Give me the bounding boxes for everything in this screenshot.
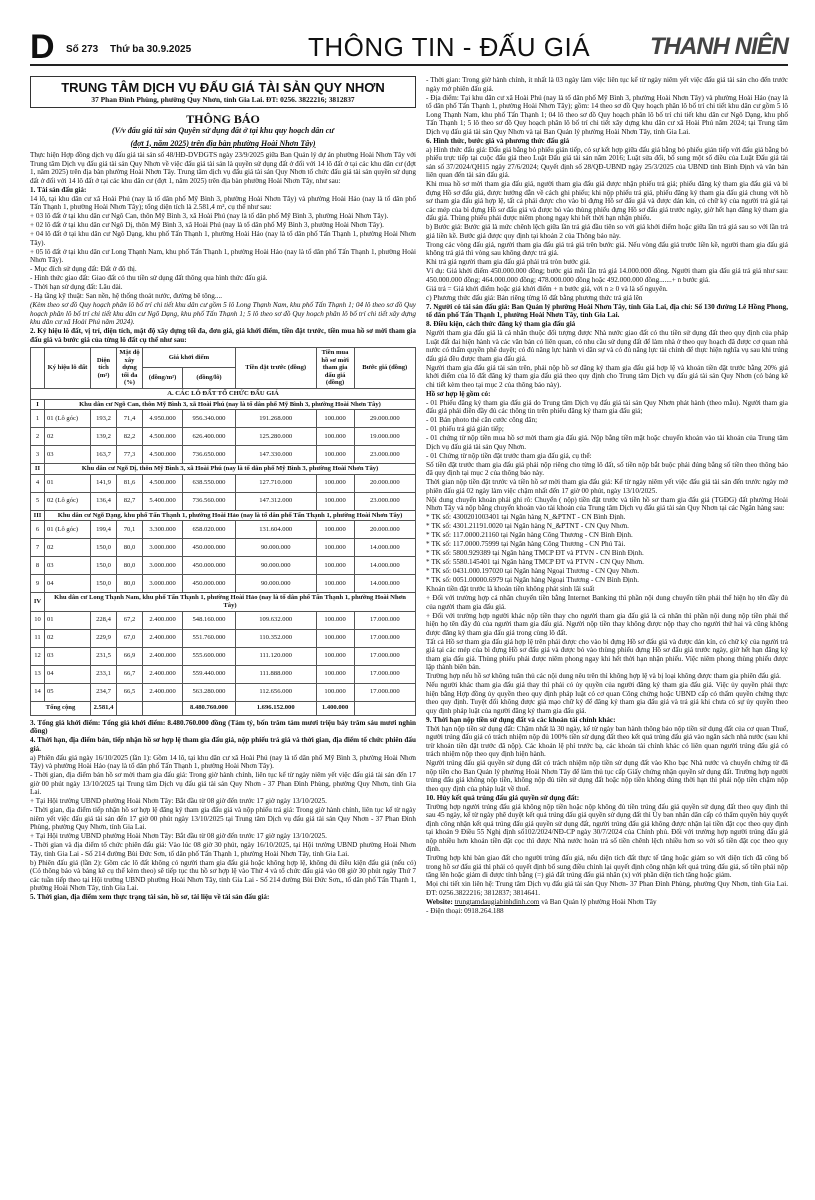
table-header: Diện tích (m²): [91, 348, 117, 389]
table-group-row: [31, 464, 416, 475]
table-cell: 5.400.000: [143, 492, 183, 510]
table-cell: 8: [31, 557, 45, 575]
paragraph: Trong các vòng đấu giá, người tham gia đấu giá trả giá trên bước giá. Nếu vòng đấu giá trước liền kề, người tham gia đấu giá không trả giá thì vòng sau không được trả giá.: [426, 240, 788, 257]
table-cell: 112.656.000: [235, 683, 316, 701]
table-cell: 90.000.000: [235, 575, 316, 593]
table-cell: 17.000.000: [354, 611, 415, 629]
table-row: [31, 683, 416, 701]
table-cell: 956.340.000: [183, 410, 236, 428]
paragraph: - 01 phiếu trả giá gián tiếp;: [426, 425, 504, 433]
table-cell: 3: [31, 446, 45, 464]
table-cell: 3.000.000: [143, 539, 183, 557]
table-cell: 559.440.000: [183, 665, 236, 683]
table-cell: 6: [31, 521, 45, 539]
paragraph: Người tham gia đấu giá tài sản trên, phải nộp hồ sơ đăng ký tham gia đấu giá hợp lệ và khoản tiền đặt trước bằng 20% giá khởi điểm của lô đất đăng ký tham gia đấu giá theo quy định cho Trung tâm Dịch vụ đấu giá tài sản Quy Nhơn (có bảng kê chi tiết kèm theo tại mục 2 của thông báo này).: [426, 363, 788, 389]
paragraph: + Tại Hội trường UBND phường Hoài Nhơn Tây: Bắt đầu từ 08 giờ đến trước 17 giờ ngày 13/10/2025.: [30, 797, 327, 806]
org-address: 37 Phan Đình Phùng, phường Quy Nhơn, tỉnh Gia Lai. ĐT: 0256. 3822216; 3812837: [91, 95, 355, 104]
section-letter: D: [30, 28, 55, 66]
section-2-title: 2. Ký hiệu lô đất, vị trí, diện tích, mặt độ xây dựng tối đa, đơn giá, giá khởi điểm, tiền đặt trước, tiền mua hồ sơ mời tham gia đấu giá và bước giá của từng lô đất cụ thể như sau:: [30, 327, 416, 344]
table-cell: 4.500.000: [143, 428, 183, 446]
table-cell: 12: [31, 647, 45, 665]
table-cell: 04: [45, 575, 91, 593]
group-number: IV: [31, 593, 45, 611]
table-cell: 66,9: [117, 647, 143, 665]
table-cell: 7: [31, 539, 45, 557]
table-cell: 100.000: [316, 446, 354, 464]
website-line: [426, 898, 788, 907]
table-cell: 638.550.000: [183, 474, 236, 492]
table-section-title: A. CÁC LÔ ĐẤT TỔ CHỨC ĐẤU GIÁ: [31, 388, 416, 399]
table-cell: 20.000.000: [354, 474, 415, 492]
group-title: Khu dân cư Ngõ Dị, thôn Mỹ Bình 3, xã Hoài Phú (nay là tổ dân phố Mỹ Bình 3, phường Hoài Nhơn Tây): [45, 464, 416, 475]
section-1-title: 1. Tài sản đấu giá:: [30, 185, 87, 194]
table-cell: 14.000.000: [354, 575, 415, 593]
table-header: Giá khởi điểm: [143, 348, 236, 368]
table-cell: 02: [45, 539, 91, 557]
table-cell: 90.000.000: [235, 539, 316, 557]
section-3: 3. Tổng giá khởi điểm: Tổng giá khởi điểm: 8.480.760.000 đồng (Tám tỷ, bốn trăm tám mươi triệu bảy trăm sáu mươi nghìn đồng): [30, 718, 416, 736]
website-tail: và Ban Quản lý phường Hoài Nhơn Tây: [541, 897, 657, 906]
page-header: [30, 30, 788, 66]
table-cell: 80,0: [117, 575, 143, 593]
paragraph: Giá trả = Giá khởi điểm hoặc giá khởi điểm + n bước giá, với n ≥ 0 và là số nguyên.: [426, 284, 668, 293]
paragraph: Tất cả Hồ sơ tham gia đấu giá hợp lệ trên phải được cho vào bì đựng Hồ sơ đấu giá và được dán kín, có chữ ký của người trả giá tại các mép của bì đựng Hồ sơ đấu giá và được bỏ vào thùng phiếu đựng Hồ sơ đấu giá trước ngày, giờ hết hạn đăng ký tham gia đấu giá. Thùng phiếu phải được niêm phong ngay khi hết thời hạn nhận phiếu. Việc niêm phong thùng phiếu được lập thành biên bản.: [426, 637, 788, 671]
table-header: Ký hiệu lô đất: [45, 348, 91, 389]
table-cell: 2.400.000: [143, 611, 183, 629]
table-cell: 20.000.000: [354, 521, 415, 539]
table-cell: 736.560.000: [183, 492, 236, 510]
group-title: Khu dân cư Ngõ Dạng, khu phố Tấn Thạnh 1, phường Hoài Hảo (nay là tổ dân phố Tấn Thạnh 1, phường Hoài Nhơn Tây): [45, 510, 416, 521]
paragraph: - Thời gian, địa điểm bán hồ sơ mời tham gia đấu giá: Trong giờ hành chính, liên tục kể từ ngày niêm yết việc đấu giá tài sản đến 17 giờ 00 phút ngày 13/10/2025 tại Trung tâm Dịch vụ đấu giá tài sản Quy Nhơn - 37 Phan Đình Phùng, phường Quy Nhơn, tỉnh Gia Lai.: [30, 771, 416, 797]
paragraph: b) Bước giá: Bước giá là mức chênh lệch giữa lần trả giá đầu tiên so với giá khởi điểm hoặc giữa lần trả giá sau so với lần trả giá liền kề. Bước giá được quy định tại khoản 2 của Thông báo này.: [426, 223, 788, 240]
table-cell: 3.000.000: [143, 575, 183, 593]
table-cell: 193,2: [91, 410, 117, 428]
table-header: [31, 348, 45, 389]
table-cell: 66,5: [117, 683, 143, 701]
table-group-row: [31, 593, 416, 611]
table-cell: 82,7: [117, 492, 143, 510]
section-5-title: 5. Thời gian, địa điểm xem thực trạng tài sản, hồ sơ, tài liệu về tài sản đấu giá:: [30, 893, 270, 902]
paragraph: + 04 lô đất ở tại khu dân cư Ngõ Dạng, khu phố Tấn Thạnh 1, phường Hoài Hảo (nay là tổ dân phố Tấn Thạnh 1, phường Hoài Nhơn Tây).: [30, 230, 416, 247]
table-cell: 125.280.000: [235, 428, 316, 446]
paragraph: - 01 Bản photo thẻ căn cước công dân;: [426, 416, 538, 424]
group-number: III: [31, 510, 45, 521]
paragraph: a) Phiên đấu giá ngày 16/10/2025 (lần 1): Gồm 14 lô, tại khu dân cư xã Hoài Phú (nay là tổ dân phố Mỹ Bình 3, phường Hoài Nhơn Tây) và phường Hoài Hảo (nay là tổ dân phố Tấn Thạnh 1, phường Hoài Nhơn Tây).: [30, 753, 416, 771]
table-total-row: [31, 701, 416, 715]
paragraph: Khi mua hồ sơ mời tham gia đấu giá, người tham gia đấu giá được nhận phiếu trả giá; phiếu đăng ký tham gia đấu giá và bì đựng Hồ sơ đấu giá, được hướng dẫn về cách ghi phiếu; khi nộp phiếu trả giá, phiếu đăng ký tham gia đấu giá chung với hồ sơ tham gia đấu giá hợp lệ, tất cả phải được cho vào bì đựng Hồ sơ đấu giá và được dán kín, có chữ ký của người trả giá tại các mép của bì đựng Hồ sơ đấu giá và được bỏ vào thùng phiếu đựng Hồ sơ đấu giá trước ngày, giờ hết hạn đăng ký tham gia đấu giá. Thùng phiếu phải được niêm phong ngay khi hết thời hạn nhận phiếu.: [426, 180, 788, 222]
group-title: Khu dân cư Long Thạnh Nam, khu phố Tấn Thạnh 1, phường Hoài Hảo (nay là tổ dân phố Tấn Thạnh 1, phường Hoài Nhơn Tây): [45, 593, 416, 611]
table-cell: 127.710.000: [235, 474, 316, 492]
table-header: Tiền mua hồ sơ mời tham gia đấu giá (đồng): [316, 348, 354, 389]
table-cell: 551.760.000: [183, 629, 236, 647]
table-group-row: [31, 510, 416, 521]
issue-date: Thứ ba 30.9.2025: [110, 44, 192, 55]
table-cell: 110.352.000: [235, 629, 316, 647]
total-area: 2.581,4: [91, 701, 117, 715]
table-row: [31, 557, 416, 575]
org-box: [30, 76, 416, 108]
table-cell: 5: [31, 492, 45, 510]
table-cell: 163,7: [91, 446, 117, 464]
table-cell: 80,0: [117, 539, 143, 557]
paragraph: - Hạ tầng kỹ thuật: San nền, hệ thống thoát nước, đường bê tông....: [30, 292, 223, 300]
table-row: [31, 521, 416, 539]
table-cell: 228,4: [91, 611, 117, 629]
bank-account: * TK số: 4300201003401 tại Ngân hàng N_&PTNT - CN Bình Định.: [426, 513, 626, 521]
table-cell: 100.000: [316, 557, 354, 575]
table-cell: 450.000.000: [183, 539, 236, 557]
table-cell: 150,0: [91, 557, 117, 575]
table-cell: 03: [45, 446, 91, 464]
paragraph: Số tiền đặt trước tham gia đấu giá phải nộp riêng cho từng lô đất, số tiền nộp bắt buộc phải đúng bằng số tiền theo thông báo đã quy định tại mục 2 của thông báo này.: [426, 460, 788, 477]
table-cell: 77,3: [117, 446, 143, 464]
table-cell: 19.000.000: [354, 428, 415, 446]
table-cell: 2.400.000: [143, 683, 183, 701]
table-cell: 100.000: [316, 683, 354, 701]
total-start-price: 8.480.760.000: [183, 701, 236, 715]
table-cell: 70,1: [117, 521, 143, 539]
paragraph: - Mục đích sử dụng đất: Đất ở đô thị.: [30, 265, 137, 273]
table-cell: 147.330.000: [235, 446, 316, 464]
table-cell: 231,5: [91, 647, 117, 665]
table-header: Bước giá (đồng): [354, 348, 415, 389]
table-cell: 150,0: [91, 575, 117, 593]
table-cell: 90.000.000: [235, 557, 316, 575]
table-cell: 11: [31, 629, 45, 647]
table-cell: 626.400.000: [183, 428, 236, 446]
table-cell: 01: [45, 474, 91, 492]
table-cell: 199,4: [91, 521, 117, 539]
table-cell: 2: [31, 428, 45, 446]
table-cell: 9: [31, 575, 45, 593]
phone-line: - Điện thoại: 0918.264.188: [426, 906, 504, 915]
table-cell: 100.000: [316, 629, 354, 647]
table-row: [31, 611, 416, 629]
website-label: Website:: [426, 897, 453, 906]
table-row: [31, 492, 416, 510]
notice-title: THÔNG BÁO: [186, 112, 260, 126]
table-cell: 29.000.000: [354, 410, 415, 428]
section-title: THÔNG TIN - ĐẤU GIÁ: [308, 32, 591, 62]
bank-account: * TK số: 5580.145401 tại Ngân hàng TMCP ĐT và PTVN - CN Quy Nhơn.: [426, 558, 644, 566]
table-cell: 10: [31, 611, 45, 629]
group-number: II: [31, 464, 45, 475]
paragraph: b) Phiên đấu giá (lần 2): Gồm các lô đất không có người tham gia đấu giá hoặc không hợp lệ, không đủ điều kiện đấu giá (nếu có) (Có thông báo và bảng kê cụ thể kèm theo) sẽ tiếp tục thu hồ sơ hợp lệ vào Thứ 4 và tổ chức đấu giá vào 08 giờ 30 phút ngày Thứ 7 các tuần tiếp theo tại Hội trường UBND phường Hoài Nhơn Tây, tỉnh Gia Lai - Số 214 đường Bùi Đức Sơn,, tổ dân phố Tấn Thạnh 1, phường Hoài Nhơn Tây, tỉnh Gia Lai.: [30, 858, 416, 893]
table-cell: 17.000.000: [354, 629, 415, 647]
paragraph: Khoản tiền đặt trước là khoản tiền không phát sinh lãi suất: [426, 585, 595, 593]
table-cell: 23.000.000: [354, 492, 415, 510]
total-label: Tổng cộng: [31, 701, 91, 715]
table-cell: 82,2: [117, 428, 143, 446]
paragraph: + 02 lô đất ở tại khu dân cư Ngõ Dị, thôn Mỹ Bình 3, xã Hoài Phú (nay là tổ dân phố Mỹ Bình 3, phường Hoài Nhơn Tây).: [30, 221, 384, 229]
table-cell: 100.000: [316, 521, 354, 539]
bank-account: * TK số: 117.0000.75999 tại Ngân hàng Công Thương - CN Phú Tài.: [426, 540, 626, 548]
table-cell: 4.500.000: [143, 446, 183, 464]
table-cell: 111.888.000: [235, 665, 316, 683]
right-column: [426, 76, 788, 1176]
paragraph: + Tại Hội trường UBND phường Hoài Nhơn Tây: Bắt đầu từ 08 giờ đến trước 17 giờ ngày 13/10/2025.: [30, 832, 327, 841]
table-cell: 658.020.000: [183, 521, 236, 539]
group-number: I: [31, 399, 45, 410]
left-column: [30, 76, 416, 1176]
table-cell: 229,9: [91, 629, 117, 647]
table-row: [31, 474, 416, 492]
bank-account: * TK số: 4301.21191.0020 tại Ngân hàng N_&PTNT - CN Quy Nhơn.: [426, 522, 629, 530]
issue-number: Số 273: [66, 44, 99, 55]
table-cell: 100.000: [316, 492, 354, 510]
table-cell: 13: [31, 665, 45, 683]
paragraph: Thời gian nộp tiền đặt trước và tiền hồ sơ mời tham gia đấu giá: Kể từ ngày niêm yết việc đấu giá tài sản đến trước ngày mở phiên đấu giá 02 ngày làm việc chậm nhất đến 17 giờ 00 phút, ngày 13/10/2025.: [426, 478, 788, 495]
intro-paragraph: Thực hiện Hợp đồng dịch vụ đấu giá tài sản số 48/HĐ-DVĐGTS ngày 23/9/2025 giữa Ban Quản lý dự án phường Hoài Nhơn Tây với Trung tâm Dịch vụ đấu giá tài sản Quy Nhơn về việc đấu giá tài sản là quyền sử dụng đất ở đối với 14 lô đất ở tại các khu dân cư (đợt 1, năm 2025) trên địa bàn phường Hoài Nhơn Tây. Trung tâm dịch vụ đấu giá tài sản Quy Nhơn tổ chức đấu giá tài sản quyền sử dụng đất ở đối với 14 lô đất ở tại các khu dân cư (đợt 1, năm 2025) trên địa bàn phường Hoài Nhơn Tây, như sau:: [30, 151, 416, 185]
table-row: [31, 575, 416, 593]
paragraph: - Thời hạn sử dụng đất: Lâu dài.: [30, 283, 123, 291]
section-8-title: 8. Điều kiện, cách thức đăng ký tham gia đấu giá: [426, 320, 576, 328]
table-cell: 109.632.000: [235, 611, 316, 629]
total-dossier: 1.400.000: [316, 701, 354, 715]
table-cell: 17.000.000: [354, 665, 415, 683]
table-cell: 04: [45, 665, 91, 683]
table-cell: 14.000.000: [354, 539, 415, 557]
table-cell: 450.000.000: [183, 575, 236, 593]
lots-table: [30, 347, 416, 716]
table-cell: 100.000: [316, 647, 354, 665]
table-cell: 100.000: [316, 665, 354, 683]
group-title: Khu dân cư Ngõ Can, thôn Mỹ Bình 3, xã Hoài Phú (nay là tổ dân phố Mỹ Bình 3, phường Hoài Nhơn Tây): [45, 399, 416, 410]
section-10-title: 10. Hủy kết quả trúng đấu giá quyền sử dụng đất:: [426, 793, 580, 802]
paragraph: - 01 Chứng từ nộp tiền đặt trước tham gia đấu giá, cụ thể:: [426, 451, 592, 460]
paragraph: Người trúng đấu giá quyền sử dụng đất có trách nhiệm nộp tiền sử dụng đất vào Kho bạc Nhà nước và chuyển chứng từ đã nộp tiền cho Ban Quản lý phường Hoài Nhơn Tây để làm thủ tục cấp Giấy chứng nhận quyền sử dụng đất. Trường hợp người trúng đấu giá không nộp tiền, không nộp đủ tiền sử dụng đất hoặc nộp tiền không đúng thời hạn thì phải nộp tiền chậm nộp theo quy định của pháp luật về thuế.: [426, 759, 788, 793]
table-cell: 05: [45, 683, 91, 701]
table-cell: 548.160.000: [183, 611, 236, 629]
paragraph: 14 lô, tại khu dân cư xã Hoài Phú (nay là tổ dân phố Mỹ Bình 3, phường Hoài Nhơn Tây) và phường Hoài Hảo (nay là tổ dân phố Tấn Thạnh 1, phường Hoài Nhơn Tây); tổng diện tích là 2.581,4 m², cụ thể như sau:: [30, 194, 416, 211]
table-cell: 450.000.000: [183, 557, 236, 575]
table-header: (đồng/m²): [143, 368, 183, 388]
bank-account: * TK số: 0051.00000.6979 tại Ngân hàng Ngoại Thương - CN Bình Định.: [426, 576, 639, 584]
paragraph: - Thời gian và địa điểm tổ chức phiên đấu giá: Vào lúc 08 giờ 30 phút, ngày 16/10/2025, tại Hội trường UBND phường Hoài Nhơn Tây, tỉnh Gia Lai - Số 214 đường Bùi Đức Sơn, tổ dân phố Tấn Thạnh 1, phường Hoài Nhơn Tây, tỉnh Gia Lai.: [30, 841, 416, 858]
table-cell: 02: [45, 629, 91, 647]
table-row: [31, 410, 416, 428]
table-cell: 3.300.000: [143, 521, 183, 539]
table-cell: 563.280.000: [183, 683, 236, 701]
section-7: 7. Người có tài sản đấu giá: Ban Quản lý phường Hoài Nhơn Tây, tỉnh Gia Lai, địa chỉ: Số 130 đường Lê Hồng Phong, tổ dân phố Tấn Thạnh 1, phường Hoài Nhơn Tây, tỉnh Gia Lai.: [426, 302, 788, 319]
paragraph: Nội dung chuyển khoản phải ghi rõ: Chuyển ( nộp) tiền đặt trước và tiền hồ sơ tham gia đấu giá (TGĐG) đất phường Hoài Nhơn Tây và nộp bằng chuyển khoản vào tài khoản của Trung tâm Dịch vụ đấu giá tài sản Quy Nhơn tại các Ngân hàng sau:: [426, 495, 788, 512]
table-cell: 67,2: [117, 611, 143, 629]
table-cell: 03: [45, 557, 91, 575]
table-cell: 66,7: [117, 665, 143, 683]
paragraph: - Thời gian, địa điểm tiếp nhận hồ sơ hợp lệ đăng ký tham gia đấu giá và nộp phiếu trả giá: Trong giờ hành chính, liên tục kể từ ngày niêm yết việc đấu giá tài sản đến 17 giờ 00 phút ngày 13/10/2025 tại Trung tâm Dịch vụ đấu giá tài sản Quy Nhơn - 37 Phan Đình Phùng, phường Quy Nhơn, tỉnh Gia Lai.: [30, 806, 416, 832]
table-cell: 131.604.000: [235, 521, 316, 539]
table-group-row: [31, 399, 416, 410]
paragraph: + Đối với trường hợp cá nhân chuyển tiền bằng Internet Banking thì phần nội dung chuyển tiền phải thể hiện họ tên đầy đủ của người tham gia đấu giá.: [426, 594, 788, 611]
table-cell: 147.312.000: [235, 492, 316, 510]
website-link[interactable]: trungtamdaugiabinhdinh.com: [454, 897, 540, 906]
paragraph: - 01 Phiếu đăng ký tham gia đấu giá do Trung tâm Dịch vụ đấu giá tài sản Quy Nhơn phát hành (theo mẫu). Người tham gia đấu giá phải điền đầy đủ các thông tin trên phiếu đăng ký tham gia đấu giá;: [426, 398, 788, 415]
table-cell: 191.268.000: [235, 410, 316, 428]
table-cell: 736.650.000: [183, 446, 236, 464]
table-cell: 100.000: [316, 575, 354, 593]
newspaper-logo: THANH NIÊN: [650, 33, 788, 60]
paragraph: - Thời gian: Trong giờ hành chính, ít nhất là 03 ngày làm việc liên tục kể từ ngày niêm yết việc đấu giá tài sản cho đến trước ngày mở phiên đấu giá.: [426, 76, 788, 93]
table-cell: 01 (Lô góc): [45, 410, 91, 428]
table-cell: 4.500.000: [143, 474, 183, 492]
table-row: [31, 629, 416, 647]
table-row: [31, 539, 416, 557]
paragraph: (Kèm theo sơ đồ Quy hoạch phân lô bố trí chi tiết khu dân cư gồm 5 lô Long Thạnh Nam, khu phố Tấn Thạnh 1; 04 lô theo sơ đồ Quy hoạch phân lô bố trí chi tiết khu dân cư Ngõ Dạng, khu phố Tấn Thạnh 1; 5 lô theo sơ đồ Quy hoạch phân lô bố trí chi tiết xây dựng khu dân cư xã Hoài Phú năm 2024).: [30, 301, 416, 326]
table-cell: 17.000.000: [354, 647, 415, 665]
table-cell: 01 (Lô góc): [45, 521, 91, 539]
table-cell: 01: [45, 611, 91, 629]
table-cell: 150,0: [91, 539, 117, 557]
paragraph: c) Phương thức đấu giá: Bán riêng từng lô đất bằng phương thức trả giá lên: [426, 293, 643, 302]
notice-subtitle-2: (đợt 1, năm 2025) trên địa bàn phường Hoài Nhơn Tây): [130, 138, 316, 148]
table-cell: 233,1: [91, 665, 117, 683]
table-row: [31, 446, 416, 464]
table-cell: 2.400.000: [143, 647, 183, 665]
table-cell: 100.000: [316, 474, 354, 492]
table-cell: 2.400.000: [143, 665, 183, 683]
table-row: [31, 647, 416, 665]
paragraph: + Đối với trường hợp người khác nộp tiền thay cho người tham gia đấu giá là cá nhân thì phần nội dung nộp tiền phải thể hiện họ tên đầy đủ của người tham gia đấu giá. Người nộp tiền thay không được nộp thay cho người thứ hai và cũng không được đăng ký tham gia đấu giá trong cùng lô đất.: [426, 611, 788, 637]
paragraph: Khi trả giá người tham gia đấu giá phải trả tròn bước giá.: [426, 258, 591, 266]
table-cell: 2.400.000: [143, 629, 183, 647]
paragraph: Nếu người khác tham gia đấu giá thay thì phải có ủy quyền của người đăng ký tham gia đấu giá. Việc ủy quyền phải thực hiện bằng Hợp đồng ủy quyền theo quy định pháp luật có cơ quan Công chứng hoặc UBND cấp có thẩm quyền chứng thực theo quy định. Tuyệt đối không được giả mạo chữ ký để đăng ký tham gia đấu giá và trả giá khi chưa có sự ủy quyền theo quy định pháp luật của người đăng ký tham gia đấu giá.: [426, 681, 788, 715]
paragraph: Mọi chi tiết xin liên hệ: Trung tâm Dịch vụ đấu giá tài sản Quy Nhơn- 37 Phan Đình Phùng, phường Quy Nhơn, tỉnh Gia Lai. ĐT: 0256.3822216; 3812837; 3814641.: [426, 880, 788, 897]
paragraph: Ví dụ: Giá khởi điểm 450.000.000 đồng; bước giá mỗi lần trả giá 14.000.000 đồng. Người tham gia đấu giá trả giá như sau: 450.000.000 đồng; 464.000.000 đồng; 478.000.000 đồng hoặc 492.000.000 đồng.......+ n bước giá.: [426, 267, 788, 284]
table-cell: 141,9: [91, 474, 117, 492]
paragraph: - Địa điểm: Tại khu dân cư xã Hoài Phú (nay là tổ dân phố Mỹ Bình 3, phường Hoài Nhơn Tây) và phường Hoài Hảo (nay là tổ dân phố Tấn Thạnh 1, phường Hoài Nhơn Tây); gồm: 14 theo sơ đồ Quy hoạch phân lô bố trí chi tiết khu dân cư gồm 5 lô Long Thạnh Nam, khu phố Tấn Thạnh 1; 04 lô theo sơ đồ Quy hoạch phân lô bố trí chi tiết khu dân cư Ngõ Dạng, khu phố Tấn Thạnh 1; 5 lô theo sơ đồ Quy hoạch phân lô bố trí chi tiết xây dựng khu dân cư xã Hoài Phú năm 2024; tại Trung tâm Dịch vụ đấu giá tài sản Quy Nhơn và tại Ban Quản lý phường Hoài Nhơn Tây, tỉnh Gia Lai.: [426, 93, 788, 136]
table-cell: 100.000: [316, 539, 354, 557]
table-cell: 111.120.000: [235, 647, 316, 665]
table-cell: 02 (Lô góc): [45, 492, 91, 510]
bank-account: * TK số: 0431.000.197020 tại Ngân hàng Ngoại Thương - CN Quy Nhơn.: [426, 567, 640, 575]
dossier-heading: Hồ sơ hợp lệ gồm có:: [426, 389, 491, 398]
section-6-title: 6. Hình thức, bước giá và phương thức đấu giá: [426, 136, 570, 145]
table-cell: 1: [31, 410, 45, 428]
table-cell: 100.000: [316, 410, 354, 428]
paragraph: Người tham gia đấu giá là cá nhân thuộc đối tượng được Nhà nước giao đất có thu tiền sử dụng đất theo quy định của pháp Luật đất đai hiện hành và các văn bản có liên quan, có nhu cầu sử dụng đất để làm nhà ở theo quy hoạch đã được cơ quan nhà nước có thẩm quyền phê duyệt; có đủ năng lực hành vi dân sự và có đủ năng lực tài chính để thực hiện nghĩa vụ sau khi trúng đấu giá đều được tham gia đấu giá.: [426, 329, 788, 363]
paragraph: Thời hạn nộp tiền sử dụng đất: Chậm nhất là 30 ngày, kể từ ngày ban hành thông báo nộp tiền sử dụng đất của cơ quan Thuế, người trúng đấu giá có trách nhiệm nộp đủ 100% tiền sử dụng đất theo kết quả trúng đấu giá vào ngân sách nhà nước (sau khi trừ khoản tiền đặt trước đã nộp). Các khoản lệ phí trước bạ, các khoản tài chính khác có liên quan người trúng đấu giá có trách nhiệm nộp theo quy định hiện hành.: [426, 724, 788, 758]
table-cell: 4.950.000: [143, 410, 183, 428]
table-cell: 136,4: [91, 492, 117, 510]
table-cell: 555.600.000: [183, 647, 236, 665]
table-header: (đồng/lô): [183, 368, 236, 388]
table-cell: 100.000: [316, 611, 354, 629]
bank-account: * TK số: 5800.929389 tại Ngân hàng TMCP ĐT và PTVN - CN Bình Định.: [426, 549, 644, 557]
paragraph: Trường hợp khi bàn giao đất cho người trúng đấu giá, nếu diện tích đất thực tế tăng hoặc giảm so với diện tích đã công bố trong hồ sơ đấu giá thì phải có quyết định bổ sung điều chỉnh lại quyết định công nhận kết quả trúng đấu giá, số tiền phải nộp tăng lên hoặc giảm đi được tính bằng (=) giá đất trúng đấu giá nhân (x) với phần diện tích tăng hoặc giảm.: [426, 854, 788, 879]
notice-subtitle-1: (V/v đấu giá tài sản Quyền sử dụng đất ở tại khu quy hoạch dân cư: [111, 126, 335, 135]
section-4-title: 4. Thời hạn, địa điểm bán, tiếp nhận hồ sơ hợp lệ tham gia đấu giá, nộp phiếu trả giá và thời gian, địa điểm tổ chức phiên đấu giá.: [30, 736, 416, 753]
table-cell: 139,2: [91, 428, 117, 446]
lots-table-body: [31, 388, 416, 701]
paragraph: + 03 lô đất ở tại khu dân cư Ngõ Can, thôn Mỹ Bình 3, xã Hoài Phú (nay là tổ dân phố Mỹ Bình 3, phường Hoài Nhơn Tây).: [30, 212, 389, 220]
table-header: Mật độ xây dựng tối đa (%): [117, 348, 143, 389]
table-row: [31, 665, 416, 683]
table-cell: 4: [31, 474, 45, 492]
paragraph: Trường hợp nếu hồ sơ không tuân thủ các nội dung nêu trên thì không hợp lệ và bị loại không được tham gia phiên đấu giá.: [426, 672, 781, 680]
org-name: TRUNG TÂM DỊCH VỤ ĐẤU GIÁ TÀI SẢN QUY NHƠN: [61, 80, 385, 95]
table-cell: 71,4: [117, 410, 143, 428]
table-cell: 14.000.000: [354, 557, 415, 575]
table-row: [31, 428, 416, 446]
paragraph: Trường hợp người trúng đấu giá không nộp tiền hoặc nộp không đủ tiền trúng đấu giá quyền sử dụng đất theo quy định thì sau 45 ngày, kể từ ngày phê duyệt kết quả trúng đấu giá quyền sử dụng đất thì Ủy ban nhân dân cấp có thẩm quyền hủy quyết định công nhận kết quả trúng đấu giá quyền sử dụng đất, người trúng đấu giá không được nhận lại tiền đặt cọc theo quy định tại khoản 9 Điều 55 Nghị định số102/2024/NĐ-CP ngày 30/7/2024 của Chính phủ. Đối với trường hợp người trúng đấu giá nộp nhiều hơn khoản tiền đặt cọc thì được Nhà nước hoàn trả số tiền chênh lệch nhiều hơn so với số tiền đặt cọc theo quy định.: [426, 802, 788, 853]
table-cell: 02: [45, 428, 91, 446]
table-cell: 234,7: [91, 683, 117, 701]
section-9-title: 9. Thời hạn nộp tiền sử dụng đất và các khoản tài chính khác:: [426, 715, 616, 724]
table-cell: 100.000: [316, 428, 354, 446]
paragraph: a) Hình thức đấu giá: Đấu giá bằng bỏ phiếu gián tiếp, có sự kết hợp giữa đấu giá bằng bỏ phiếu gián tiếp với đấu giá bằng bỏ phiếu trực tiếp tại cuộc đấu giá theo Luật Đấu giá tài sản năm 2016; Luật sửa đổi, bổ sung một số điều của Luật Đấu giá tài sản số 37/2024/QH15 ngày 27/6/2024; Quyết định số 28/QĐ-UBND ngày 25/3/2025 của UBND tỉnh Bình Định và văn bản liên quan đến tài sản đấu giá.: [426, 145, 788, 179]
paragraph: - 01 chứng từ nộp tiền mua hồ sơ mời tham gia đấu giá. Nộp bằng tiền mặt hoặc chuyển khoản vào tài khoản của Trung tâm Dịch vụ đấu giá tài sản Quy Nhơn.: [426, 434, 788, 451]
table-cell: 23.000.000: [354, 446, 415, 464]
table-cell: 17.000.000: [354, 683, 415, 701]
paragraph: + 05 lô đất ở tại khu dân cư Long Thạnh Nam, khu phố Tấn Thạnh 1, phường Hoài Hảo (nay là tổ dân phố Tấn Thạnh 1, phường Hoài Nhơn Tây).: [30, 247, 416, 264]
table-cell: 67,0: [117, 629, 143, 647]
table-cell: 03: [45, 647, 91, 665]
table-cell: 14: [31, 683, 45, 701]
paragraph: - Hình thức giao đất: Giao đất có thu tiền sử dụng đất thông qua hình thức đấu giá.: [30, 274, 268, 282]
table-header: Tiền đặt trước (đồng): [235, 348, 316, 389]
table-cell: 3.000.000: [143, 557, 183, 575]
table-cell: 81,6: [117, 474, 143, 492]
bank-account: * TK số: 117.0000.21160 tại Ngân hàng Công Thương - CN Bình Định.: [426, 531, 633, 539]
total-deposit: 1.696.152.000: [235, 701, 316, 715]
table-cell: 80,0: [117, 557, 143, 575]
